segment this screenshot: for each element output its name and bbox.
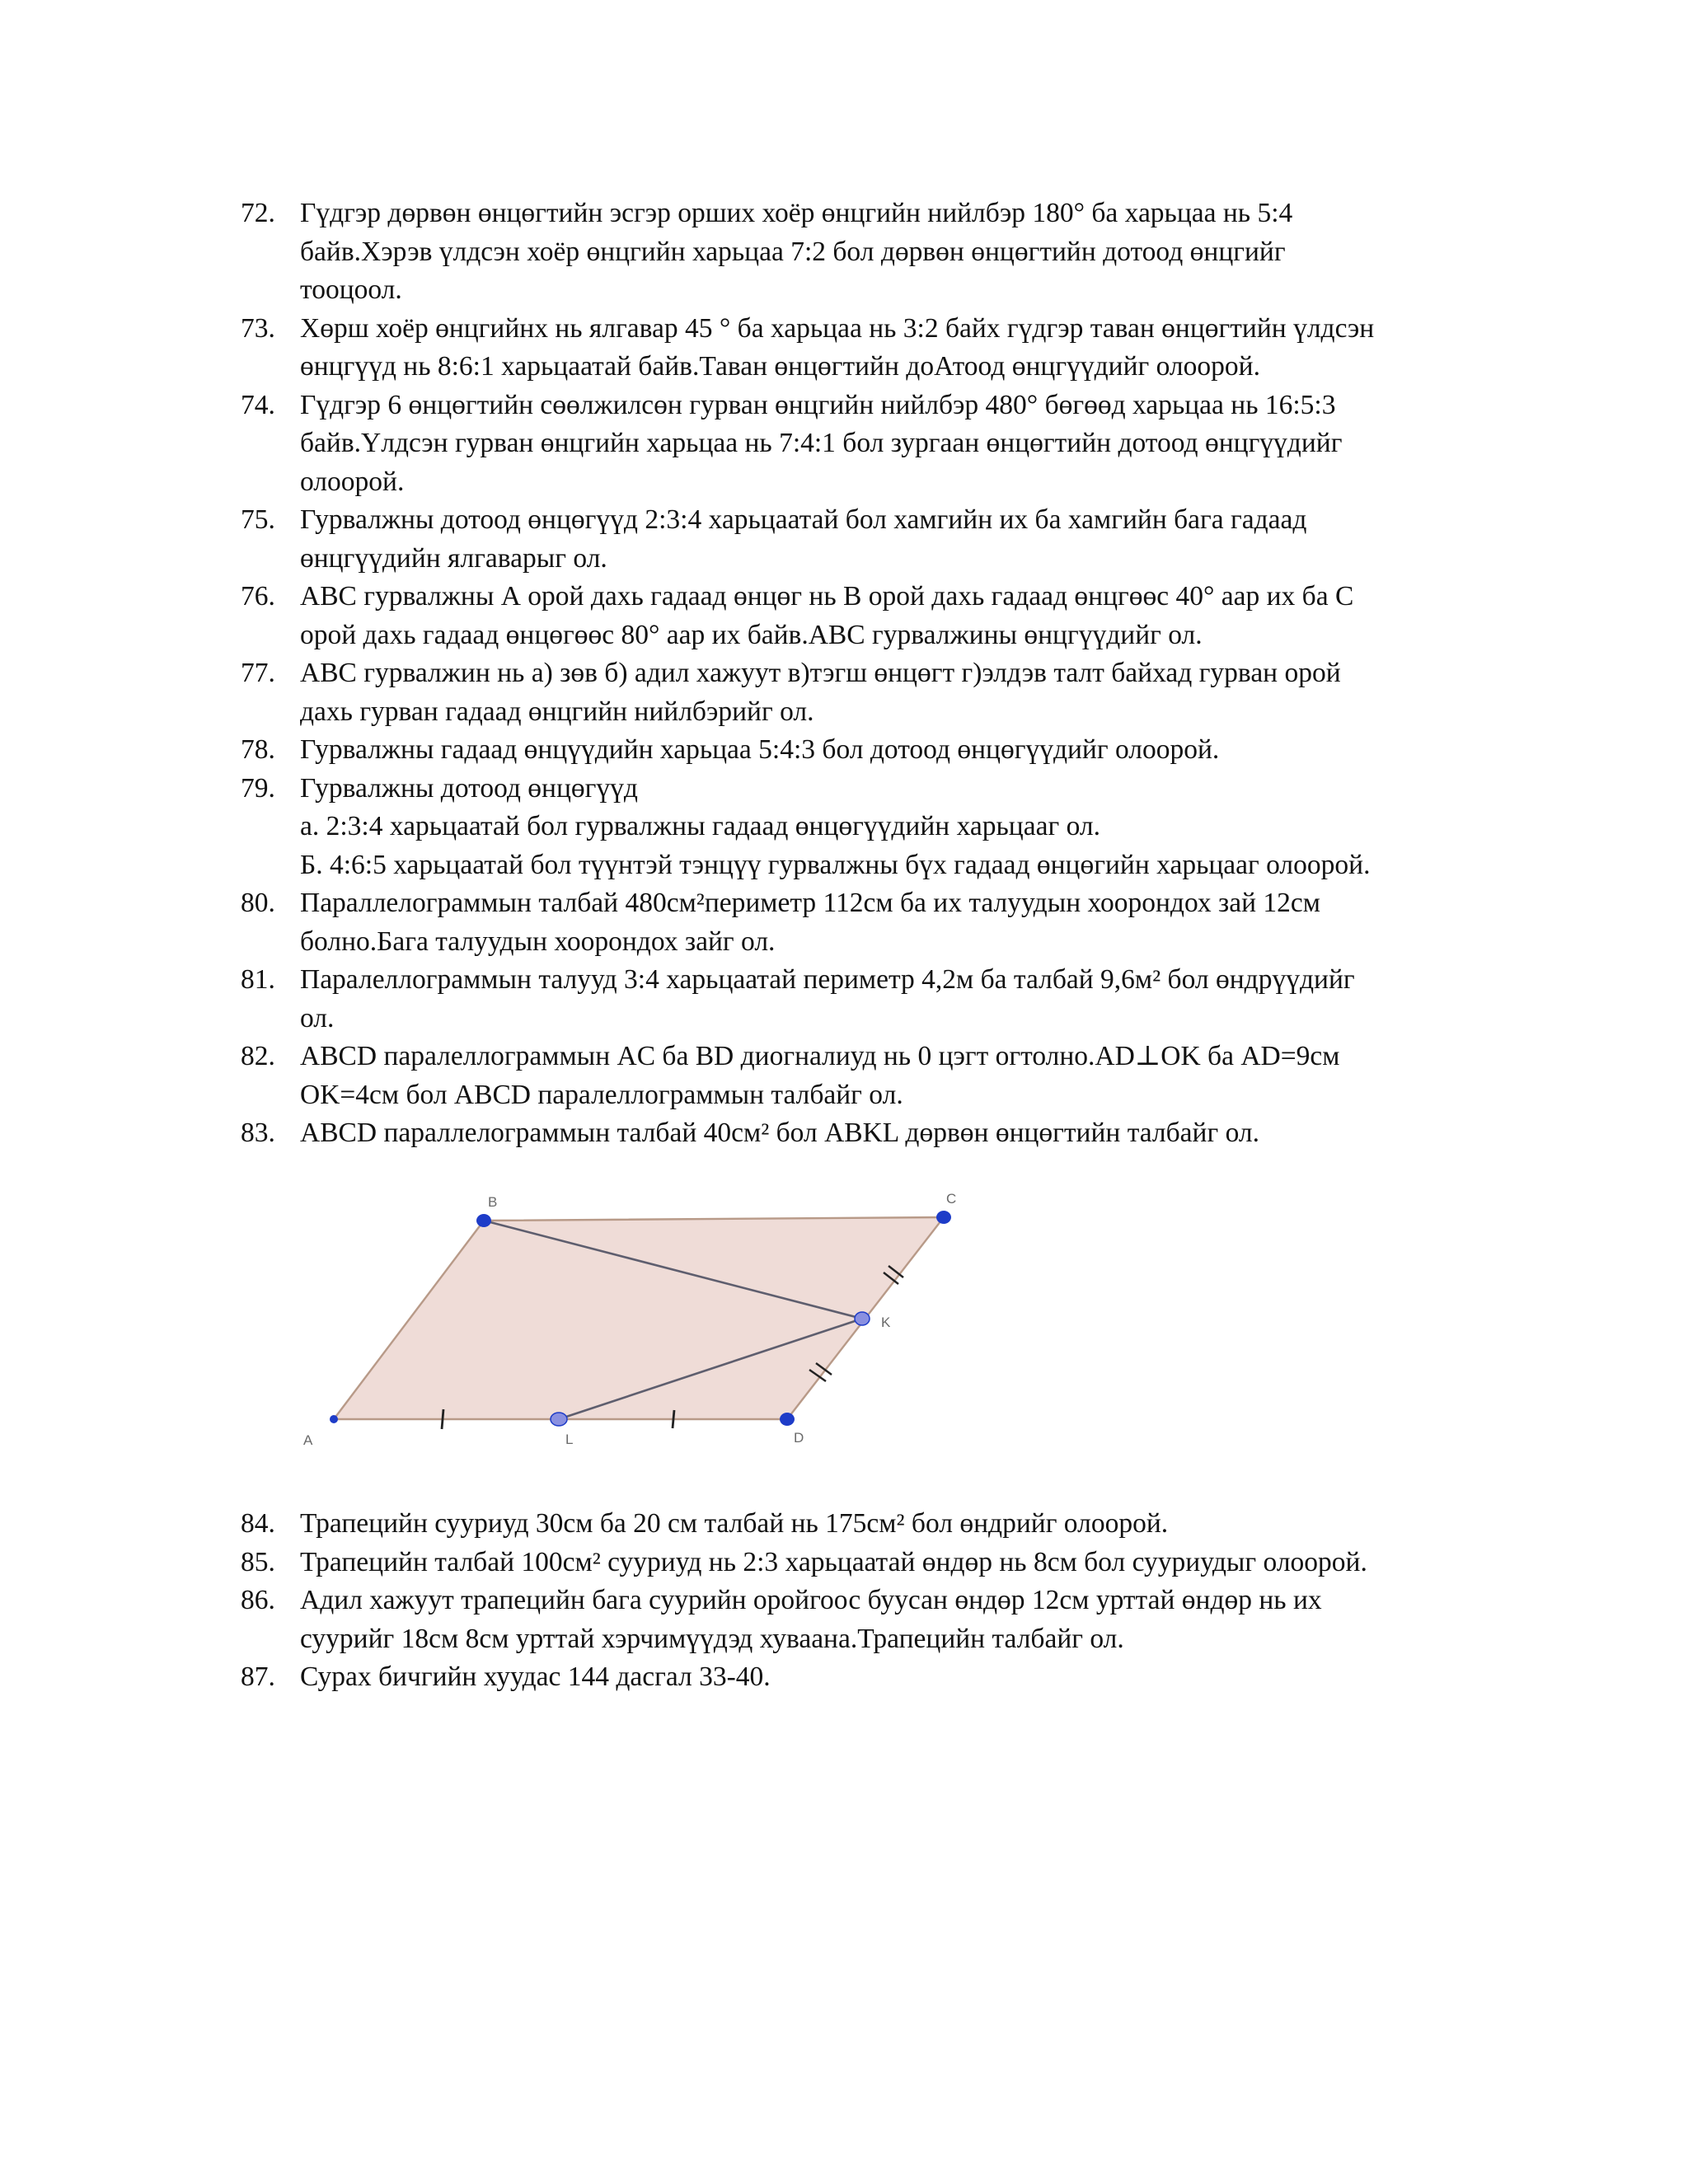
label-b: B bbox=[488, 1194, 498, 1210]
problem-item bbox=[241, 578, 1526, 654]
problem-number: 74. bbox=[241, 389, 275, 420]
problem-item bbox=[241, 884, 1526, 961]
problem-text-line: Паралеллограммын талууд 3:4 харьцаатай периметр 4,2м ба талбай 9,6м² бол өндрүүдийг bbox=[300, 964, 1355, 995]
parallelogram-figure bbox=[297, 1180, 981, 1452]
problem-number: 79. bbox=[241, 772, 275, 804]
problem-text-line: Параллелограммын талбай 480см²периметр 112см ба их талуудын хоорондох зай 12см bbox=[300, 888, 1320, 918]
vertex-l bbox=[551, 1413, 567, 1426]
problem-item bbox=[241, 501, 1526, 578]
problem-text-line: Б. 4:6:5 харьцаатай бол түүнтэй тэнцүү гурвалжны бүх гадаад өнцөгийн харьцааг олоорой. bbox=[300, 849, 1371, 880]
problem-text-line: болно.Бага талуудын хоорондох зайг ол. bbox=[300, 926, 776, 957]
problem-text-line: Гурвалжны дотоод өнцөгүүд 2:3:4 харьцаатай бол хамгийн их ба хамгийн бага гадаад bbox=[300, 504, 1307, 535]
problem-number: 86. bbox=[241, 1585, 275, 1615]
vertex-d bbox=[780, 1413, 795, 1426]
problem-text-line: ABCD паралеллограммын AC ба BD диогналиуд нь 0 цэгт огтолно.AD⊥OK ба AD=9см bbox=[300, 1041, 1340, 1071]
problem-number: 85. bbox=[241, 1546, 275, 1577]
problem-text-line: Адил хажуут трапецийн бага суурийн оройгоос буусан өндөр 12см урттай өндөр нь их bbox=[300, 1585, 1322, 1615]
problem-number: 76. bbox=[241, 581, 275, 612]
problem-number: 84. bbox=[241, 1508, 275, 1539]
problem-number: 87. bbox=[241, 1661, 275, 1692]
label-a: A bbox=[303, 1432, 313, 1448]
problem-text-line: байв.Хэрэв үлдсэн хоёр өнцгийн харьцаа 7:2 бол дөрвөн өнцөгтийн дотоод өнцгийг bbox=[300, 236, 1286, 267]
problem-item bbox=[241, 387, 1526, 502]
problem-number: 77. bbox=[241, 658, 275, 688]
problem-list-top bbox=[241, 194, 1526, 1153]
problem-item bbox=[241, 1038, 1526, 1114]
problem-item bbox=[241, 310, 1526, 387]
problem-number: 80. bbox=[241, 888, 275, 918]
problem-text-line: Трапецийн сууриуд 30см ба 20 см талбай нь 175см² бол өндрийг олоорой. bbox=[300, 1508, 1169, 1539]
problem-text-line: суурийг 18см 8см урттай хэрчимүүдэд хуваана.Трапецийн талбайг ол. bbox=[300, 1623, 1124, 1654]
problem-text-line: ABCD параллелограммын талбай 40см² бол ABKL дөрвөн өнцөгтийн талбайг ол. bbox=[300, 1118, 1259, 1148]
problem-item bbox=[241, 1505, 1526, 1544]
problem-item bbox=[241, 731, 1526, 770]
problem-item bbox=[241, 961, 1526, 1038]
parallelogram-abcd bbox=[334, 1217, 944, 1419]
problem-text-line: Сурах бичгийн хуудас 144 дасгал 33-40. bbox=[300, 1661, 771, 1692]
problem-item bbox=[241, 1658, 1526, 1697]
problem-item bbox=[241, 654, 1526, 731]
vertex-k bbox=[855, 1312, 870, 1325]
problem-text-line: дахь гурван гадаад өнцгийн нийлбэрийг ол. bbox=[300, 696, 814, 727]
problem-number: 81. bbox=[241, 964, 275, 995]
problem-number: 72. bbox=[241, 198, 275, 228]
problem-text-line: АВС гурвалжны А орой дахь гадаад өнцөг нь В орой дахь гадаад өнцгөөс 40° аар их ба С bbox=[300, 581, 1354, 612]
problem-text-line: ол. bbox=[300, 1002, 335, 1033]
problem-item bbox=[241, 1544, 1526, 1582]
problem-text-line: Гүдгэр 6 өнцөгтийн сөөлжилсөн гурван өнцгийн нийлбэр 480° бөгөөд харьцаа нь 16:5:3 bbox=[300, 389, 1336, 420]
problem-text-line: өнцгүүд нь 8:6:1 харьцаатай байв.Таван өнцөгтийн доАтоод өнцгүүдийг олоорой. bbox=[300, 351, 1260, 382]
problem-text-line: АВС гурвалжин нь а) зөв б) адил хажуут в)тэгш өнцөгт г)элдэв талт байхад гурван орой bbox=[300, 658, 1341, 688]
problem-number: 75. bbox=[241, 504, 275, 535]
tick-mark-al bbox=[442, 1409, 443, 1429]
label-k: K bbox=[881, 1315, 891, 1330]
vertex-a bbox=[330, 1415, 338, 1423]
problem-text-line: Гурвалжны гадаад өнцүүдийн харьцаа 5:4:3 бол дотоод өнцөгүүдийг олоорой. bbox=[300, 734, 1220, 765]
problem-text-line: орой дахь гадаад өнцөгөөс 80° аар их байв.АВС гурвалжины өнцгүүдийг ол. bbox=[300, 619, 1203, 650]
problem-text-line: Гүдгэр дөрвөн өнцөгтийн эсгэр орших хоёр өнцгийн нийлбэр 180° ба харьцаа нь 5:4 bbox=[300, 198, 1293, 228]
vertex-b bbox=[476, 1214, 491, 1227]
problem-text-line: Хөрш хоёр өнцгийнх нь ялгавар 45 ° ба харьцаа нь 3:2 байх гүдгэр таван өнцөгтийн үлдсэн bbox=[300, 312, 1375, 344]
problem-number: 78. bbox=[241, 734, 275, 765]
problem-item bbox=[241, 1114, 1526, 1153]
tick-mark-ld bbox=[673, 1410, 674, 1428]
problem-list-bottom bbox=[241, 1505, 1526, 1697]
problem-text-line: олоорой. bbox=[300, 466, 405, 497]
problem-number: 73. bbox=[241, 312, 275, 344]
vertex-c bbox=[936, 1211, 951, 1224]
problem-item bbox=[241, 770, 1526, 885]
label-d: D bbox=[794, 1430, 804, 1446]
problem-text-line: байв.Үлдсэн гурван өнцгийн харьцаа нь 7:4:1 бол зургаан өнцөгтийн дотоод өнцгүүдийг bbox=[300, 428, 1343, 458]
problem-item bbox=[241, 1582, 1526, 1658]
problem-text-line: OK=4см бол ABCD паралеллограммын талбайг ол. bbox=[300, 1079, 903, 1110]
problem-number: 82. bbox=[241, 1041, 275, 1071]
problem-number: 83. bbox=[241, 1118, 275, 1148]
problem-text-line: Трапецийн талбай 100см² сууриуд нь 2:3 харьцаатай өндөр нь 8см бол сууриудыг олоорой. bbox=[300, 1546, 1367, 1577]
problem-text-line: тооцоол. bbox=[300, 274, 402, 305]
parallelogram-abcd-diagram bbox=[297, 1180, 981, 1452]
problem-item bbox=[241, 194, 1526, 310]
problem-text-line: Гурвалжны дотоод өнцөгүүд bbox=[300, 772, 638, 804]
label-c: C bbox=[946, 1191, 957, 1207]
problem-text-line: а. 2:3:4 харьцаатай бол гурвалжны гадаад өнцөгүүдийн харьцааг ол. bbox=[300, 811, 1100, 841]
problem-text-line: өнцгүүдийн ялгаварыг ол. bbox=[300, 542, 607, 574]
label-l: L bbox=[565, 1432, 574, 1447]
